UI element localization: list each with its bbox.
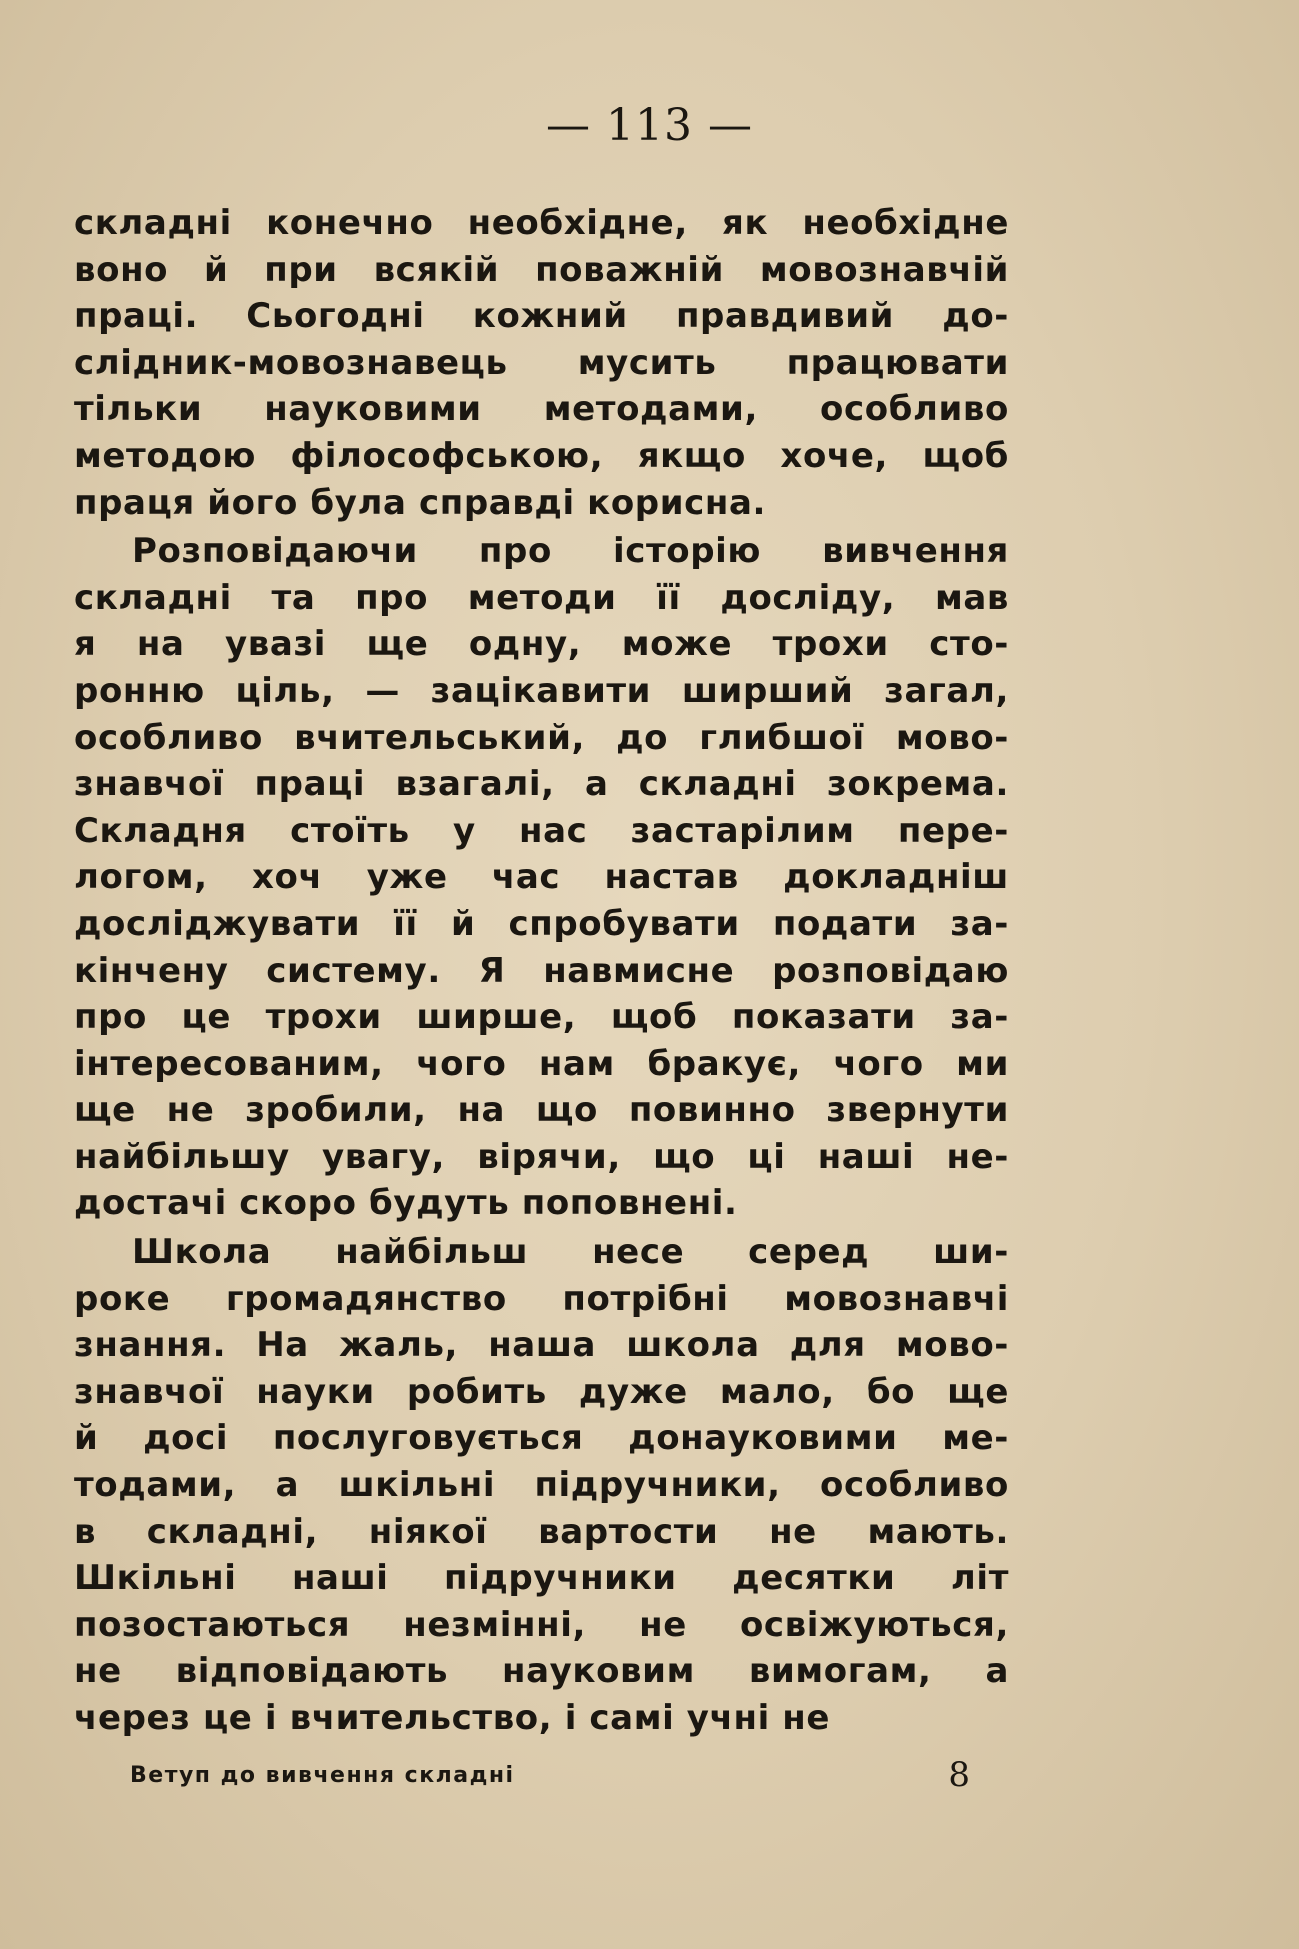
text-line: тільки науковими методами, особливо: [74, 389, 1009, 430]
text-line: інтересованим, чого нам бракує, чого ми: [74, 1043, 1009, 1084]
running-footer-title: Ветуп до вивчення складні: [130, 1763, 515, 1788]
text-line: знавчої науки робить дуже мало, бо ще: [74, 1371, 1009, 1412]
text-line: праця його була справді корисна.: [74, 482, 767, 523]
text-line: праці. Сьогодні кожний правдивий до-: [74, 296, 1009, 337]
text-line: й досі послуговується донауковими ме-: [74, 1418, 1009, 1459]
body-text: [74, 200, 1009, 1744]
text-line: через це і вчительство, і самі учні не: [74, 1698, 831, 1738]
text-line: достачі скоро будуть поповнені.: [74, 1183, 738, 1224]
page-number: — 113 —: [546, 100, 753, 151]
text-line: логом, хоч уже час настав докладніш: [74, 857, 1009, 898]
text-line: Розповідаючи про історію вивчення: [132, 531, 1009, 572]
text-line: роке громадянство потрібні мовознавчі: [74, 1278, 1009, 1319]
text-line: про це трохи ширше, щоб показати за-: [74, 997, 1009, 1038]
text-line: Школа найбільш несе серед ши-: [132, 1232, 1009, 1273]
text-line: ронню ціль, — зацікавити ширший загал,: [74, 670, 1009, 711]
text-line: Складня стоїть у нас застарілим пере-: [74, 810, 1009, 851]
text-line: не відповідають науковим вимогам, а: [74, 1651, 1009, 1692]
text-line: знавчої праці взагалі, а складні зокрема.: [74, 764, 1009, 805]
text-line: тодами, а шкільні підручники, особливо: [74, 1465, 1009, 1506]
text-line: досліджувати її й спробувати подати за-: [74, 903, 1009, 944]
text-line: кінчену систему. Я навмисне розповідаю: [74, 950, 1009, 991]
text-line: в складні, ніякої вартости не мають.: [74, 1511, 1009, 1552]
text-line: воно й при всякій поважній мовознавчій: [74, 249, 1009, 290]
signature-mark: 8: [948, 1755, 970, 1795]
text-line: методою філософською, якщо хоче, щоб: [74, 435, 1009, 476]
text-line: знання. На жаль, наша школа для мово-: [74, 1325, 1009, 1366]
text-line: слідник-мовознавець мусить працювати: [74, 342, 1009, 383]
text-line: ще не зробили, на що повинно звернути: [74, 1090, 1009, 1131]
text-line: складні та про методи її досліду, мав: [74, 577, 1009, 618]
text-line: позостаються незмінні, не освіжуються,: [74, 1604, 1009, 1645]
text-line: найбільшу увагу, вірячи, що ці наші не-: [74, 1136, 1009, 1177]
paragraph-1: [74, 200, 1009, 526]
text-line: особливо вчительський, до глибшої мово-: [74, 717, 1009, 758]
text-line: Шкільні наші підручники десятки літ: [74, 1558, 1009, 1599]
text-line: складні конечно необхідне, як необхідне: [74, 203, 1009, 243]
paragraph-3: [74, 1229, 1009, 1742]
page-footer: [130, 1755, 970, 1805]
paragraph-2: [74, 528, 1009, 1227]
text-line: я на увазі ще одну, може трохи сто-: [74, 624, 1009, 665]
